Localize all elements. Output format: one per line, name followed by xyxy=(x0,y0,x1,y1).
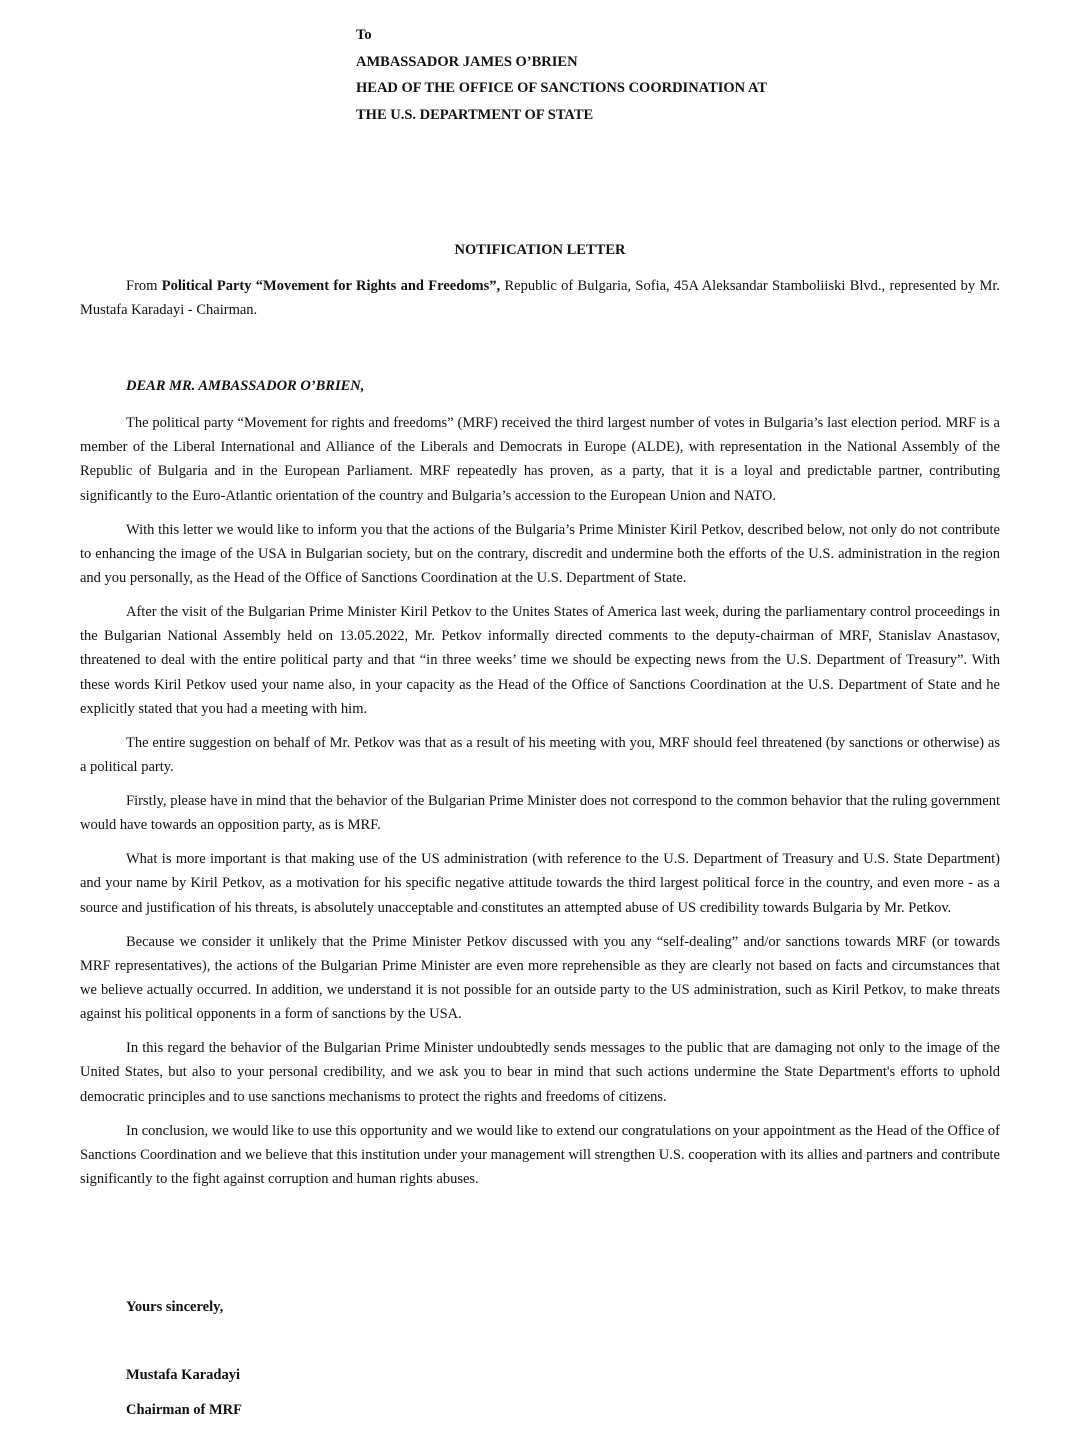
body-paragraph-3: After the visit of the Bulgarian Prime Minister Kiril Petkov to the Unites States of America last week, during the parliamentary control proceedings in the Bulgarian National Assembly held on 13.05.2022, Mr. Petkov informally directed comments to the deputy-chairman of MRF, Stanislav Anastasov, threatened to deal with the entire political party and that “in three weeks’ time we should be expecting news from the U.S. Department of Treasury”. With these words Kiril Petkov used your name also, in your capacity as the Head of the Office of Sanctions Coordination at the U.S. Department of State and he explicitly stated that you had a meeting with him. xyxy=(80,604,1000,717)
body-paragraph-8: In this regard the behavior of the Bulgarian Prime Minister undoubtedly sends messages to the public that are damaging not only to the image of the United States, but also to your personal credibility, and we ask you to bear in mind that such actions undermine the State Department's efforts to uphold democratic principles and to use sanctions mechanisms to protect the rights and freedoms of citizens. xyxy=(80,1040,1000,1105)
body-paragraph-6: What is more important is that making use of the US administration (with reference to the U.S. Department of Treasury and U.S. State Department) and your name by Kiril Petkov, as a motivation for his specific negative attitude towards the third largest political force in the country, and even more - as a source and justification of his threats, is absolutely unacceptable and constitutes an attempted abuse of US credibility towards Bulgaria by Mr. Petkov. xyxy=(80,851,1000,916)
addressee-name: AMBASSADOR JAMES O’BRIEN xyxy=(356,53,578,70)
addressee-title-line-1: HEAD OF THE OFFICE OF SANCTIONS COORDINATION AT xyxy=(356,80,768,97)
body-paragraph-4: The entire suggestion on behalf of Mr. Petkov was that as a result of his meeting with you, MRF should feel threatened (by sanctions or otherwise) as a political party. xyxy=(80,734,1000,776)
body-paragraph-2: With this letter we would like to inform you that the actions of the Bulgaria’s Prime Minister Kiril Petkov, described below, not only do not contribute to enhancing the image of the USA in Bulgarian society, but on the contrary, discredit and undermine both the efforts of the U.S. administration in the region and you personally, as the Head of the Office of Sanctions Coordination at the U.S. Department of State. xyxy=(80,521,1000,587)
letter-title: NOTIFICATION LETTER xyxy=(454,242,626,258)
signatory-position: Chairman of MRF xyxy=(126,1402,242,1418)
addressee-title-line-2: THE U.S. DEPARTMENT OF STATE xyxy=(356,107,594,124)
sender-details: Republic of Bulgaria, Sofia, 45A Aleksandar Stamboliiski Blvd., represented by Mr. Mustafa Karadayi - Chairman. xyxy=(80,278,1001,319)
sender-block xyxy=(80,274,1000,322)
body-paragraph-1: The political party “Movement for rights and freedoms” (MRF) received the third largest number of votes in Bulgaria’s last election period. MRF is a member of the Liberal International and Alliance of the Liberals and Democrats in Europe (ALDE), with representation in the National Assembly of the Republic of Bulgaria and in the European Parliament. MRF repeatedly has proven, as a party, that it is a loyal and predictable partner, contributing significantly to the Euro-Atlantic orientation of the country and Bulgaria’s accession to the European Union and NATO. xyxy=(80,415,1000,504)
body-paragraph-5: Firstly, please have in mind that the behavior of the Bulgarian Prime Minister does not correspond to the common behavior that the ruling government would have towards an opposition party, as is MRF. xyxy=(80,793,1000,834)
sender-prefix: From xyxy=(126,278,162,294)
addressee-to: To xyxy=(356,27,372,43)
body-paragraph-9: In conclusion, we would like to use this opportunity and we would like to extend our congratulations on your appointment as the Head of the Office of Sanctions Coordination and we believe that this institution under your management will strengthen U.S. cooperation with its allies and partners and contribute significantly to the fight against corruption and human rights abuses. xyxy=(80,1122,1000,1188)
signatory-name: Mustafa Karadayi xyxy=(126,1367,240,1383)
closing-salutation: Yours sincerely, xyxy=(126,1299,224,1315)
greeting: DEAR MR. AMBASSADOR O’BRIEN, xyxy=(126,378,365,394)
body-paragraph-7: Because we consider it unlikely that the Prime Minister Petkov discussed with you any “self-dealing” and/or sanctions towards MRF (or towards MRF representatives), the actions of the Bulgarian Prime Minister are even more reprehensible as they are clearly not based on facts and circumstances that we believe actually occurred. In addition, we understand it is not possible for an outside party to the US administration, such as Kiril Petkov, to make threats against his political opponents in a form of sanctions by the USA. xyxy=(80,933,1000,1023)
sender-party-name: Political Party “Movement for Rights and Freedoms”, xyxy=(161,278,501,294)
sender-paragraph xyxy=(80,274,1000,322)
letter-body xyxy=(80,411,1000,1201)
addressee-block xyxy=(356,22,767,129)
